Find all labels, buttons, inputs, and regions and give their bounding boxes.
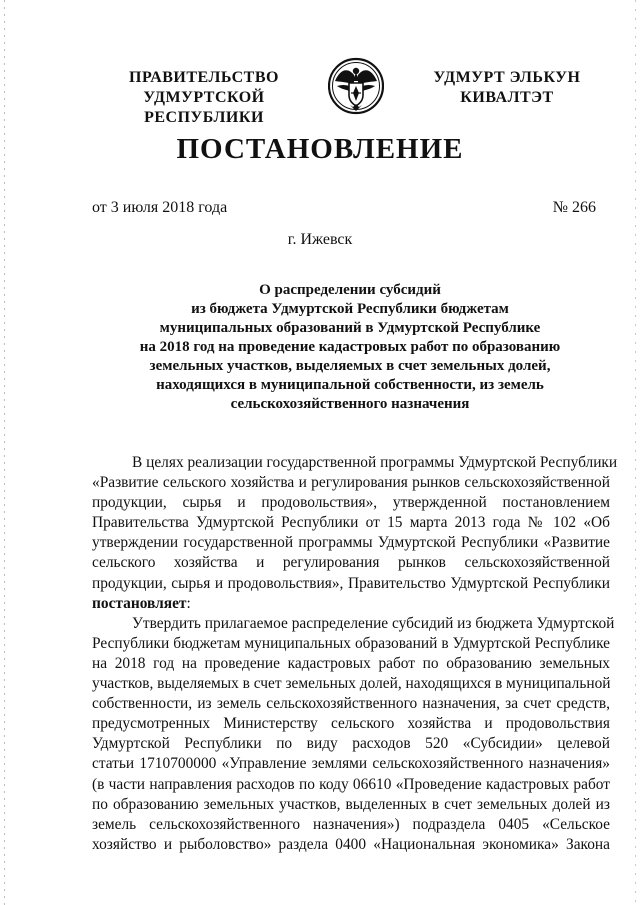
document-number: № 266 [552, 199, 596, 216]
text-line: сельского хозяйства и регулирования рынков сельскохозяйственной [92, 554, 610, 572]
subject-line: на 2018 год на проведение кадастровых работ по образованию [139, 339, 561, 355]
text-line: «Развитие сельского хозяйства и регулирования рынков сельскохозяйственной [92, 474, 610, 492]
text-line: участков, выделяемых в счет земельных долей, находящихся в муниципальной [92, 675, 611, 693]
text-line [92, 594, 610, 614]
text-line: по образованию земельных участков, выделенных в счет земельных долей из [92, 795, 610, 813]
subject-line: из бюджета Удмуртской Республики бюджетам [191, 301, 509, 317]
document-body [92, 453, 618, 855]
text-line: В целях реализации государственной программы Удмуртской Республики [132, 454, 618, 471]
text-line: предусмотренных Министерству сельского хозяйства и продовольствия [92, 715, 610, 733]
header-right-line-1: УДМУРТ ЭЛЬКУН [433, 69, 581, 86]
subject-line: сельскохозяйственного назначения [230, 396, 470, 412]
header-left-line-2: УДМУРТСКОЙ РЕСПУБЛИКИ [143, 89, 265, 126]
text-line: Правительства Удмуртской Республики от 15 марта 2013 года № 102 «Об [92, 514, 610, 532]
subject-line: муниципальных образований в Удмуртской Республике [159, 320, 541, 336]
text-line: продукции, сырья и продовольствия», Правительство Удмуртской Республики [92, 574, 610, 592]
text-line: Удмуртской Республики по виду расходов 520 «Субсидии» целевой [92, 735, 610, 753]
document-date: от 3 июля 2018 года [92, 199, 228, 216]
resolves-colon: : [186, 594, 191, 612]
paragraph-approval [92, 614, 615, 855]
text-line: хозяйство и рыболовство» раздела 0400 «Национальная экономика» Закона [92, 835, 610, 853]
text-line: Утвердить прилагаемое распределение субсидий из бюджета Удмуртской [132, 614, 615, 632]
text-line: продукции, сырья и продовольствия», утвержденной постановлением [92, 494, 610, 512]
coat-of-arms-icon [328, 55, 384, 117]
text-line: земель сельскохозяйственного назначения») подраздела 0405 «Сельское [92, 815, 610, 833]
resolves-keyword: постановляет [92, 594, 187, 612]
paragraph-preamble [92, 453, 618, 614]
text-line: статьи 1710700000 «Управление землями сельскохозяйственного назначения» [92, 755, 610, 773]
subject-line: земельных участков, выделяемых в счет земельных долей, [149, 358, 551, 374]
document-title: ПОСТАНОВЛЕНИЕ [176, 133, 464, 165]
text-line: собственности, из земель сельскохозяйственного назначения, за счет средств, [92, 695, 610, 713]
document-subject [100, 281, 600, 414]
header-government-ru [88, 68, 320, 128]
text-line: утверждении государственной программы Удмуртской Республики «Развитие [92, 534, 610, 552]
subject-line: О распределении субсидий [259, 282, 441, 298]
text-line: Республики бюджетам муниципальных образований в Удмуртской Республике [92, 634, 610, 652]
header-government-udm [422, 68, 592, 108]
subject-line: находящихся в муниципальной собственности, из земель [156, 377, 544, 393]
header-right-line-2: КИВАЛТЭТ [460, 89, 554, 106]
header-left-line-1: ПРАВИТЕЛЬСТВО [129, 69, 279, 86]
document-city: г. Ижевск [287, 231, 353, 248]
text-line: (в части направления расходов по коду 06610 «Проведение кадастровых работ [92, 775, 610, 793]
text-line: на 2018 год на проведение кадастровых работ по образованию земельных [92, 654, 610, 672]
